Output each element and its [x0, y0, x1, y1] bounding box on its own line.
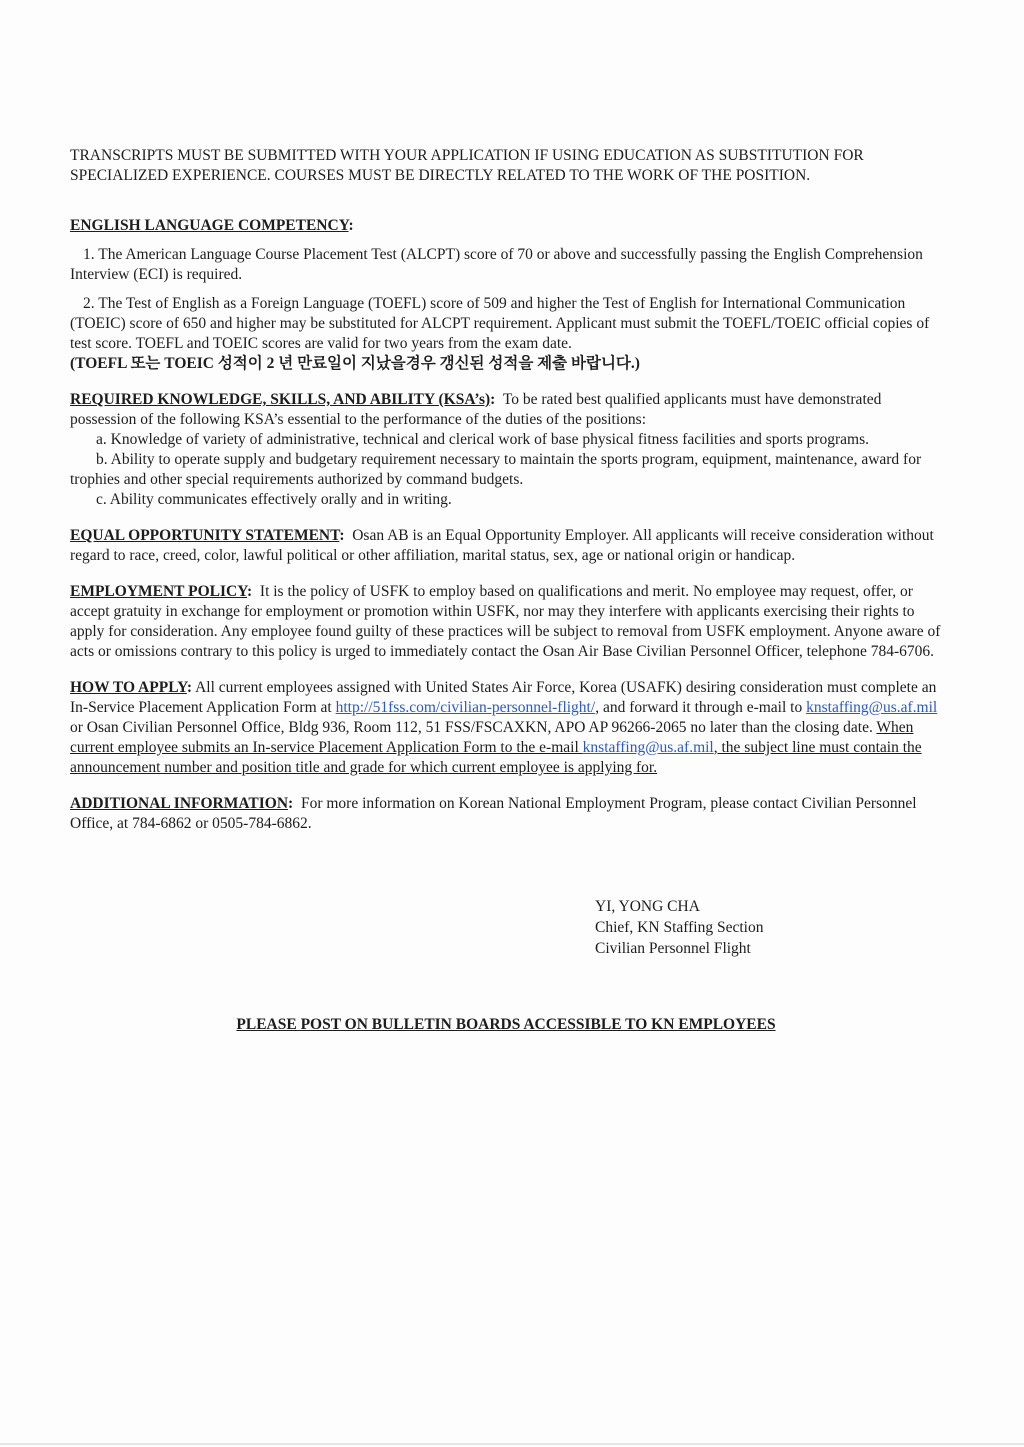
heading-colon: :: [288, 795, 294, 812]
section-heading-equal-opportunity: EQUAL OPPORTUNITY STATEMENT: [70, 527, 340, 544]
ksa-item-b: b. Ability to operate supply and budgetary requirement necessary to maintain the sports program, equipment, maintenance, award for trophies and other special requirements authorized by command budgets.: [70, 451, 922, 488]
section-heading-english-language: ENGLISH LANGUAGE COMPETENCY: [70, 217, 349, 234]
link-civilian-personnel-flight[interactable]: http://51fss.com/civilian-personnel-flight/: [335, 699, 596, 716]
section-equal-opportunity: [70, 526, 942, 566]
link-knstaffing-email[interactable]: knstaffing@us.af.mil: [806, 699, 938, 716]
heading-colon: :: [490, 391, 496, 408]
how-to-apply-paragraph: [70, 678, 942, 778]
signature-name: YI, YONG CHA: [595, 898, 700, 915]
scan-edge-artifact: [0, 1443, 1024, 1445]
section-heading-ksa: REQUIRED KNOWLEDGE, SKILLS, AND ABILITY (KSA’s): [70, 391, 491, 408]
signature-title: Chief, KN Staffing Section: [595, 919, 764, 936]
how-to-apply-text-3: or Osan Civilian Personnel Office, Bldg 936, Room 112, 51 FSS/FSCAXKN, APO AP 96266-2065 no later than the closing date.: [70, 719, 877, 736]
how-to-apply-text-1: All current employees assigned with United States Air Force, Korea (USAFK) desiring consideration must complete an In-Service Placement Application Form at: [70, 679, 937, 716]
section-how-to-apply: [70, 678, 942, 778]
intro-paragraph: TRANSCRIPTS MUST BE SUBMITTED WITH YOUR APPLICATION IF USING EDUCATION AS SUBSTITUTION FOR SPECIALIZED EXPERIENCE. COURSES MUST BE DIRECTLY RELATED TO THE WORK OF THE POSITION.: [70, 147, 864, 184]
heading-colon: :: [186, 679, 193, 696]
korean-note: (TOEFL 또는 TOEIC 성적이 2 년 만료일이 지났을경우 갱신된 성적을 제출 바랍니다.): [70, 355, 640, 372]
ksa-item-c: c. Ability communicates effectively orally and in writing.: [96, 491, 452, 508]
ksa-lead-paragraph: [70, 390, 942, 430]
additional-information-paragraph: [70, 794, 942, 834]
ksa-item-a: a. Knowledge of variety of administrative, technical and clerical work of base physical fitness facilities and sports programs.: [96, 431, 870, 448]
footer-notice-text: PLEASE POST ON BULLETIN BOARDS ACCESSIBLE TO KN EMPLOYEES: [236, 1016, 776, 1033]
section-heading-employment-policy: EMPLOYMENT POLICY: [70, 583, 247, 600]
ksa-lead-text: To be rated best qualified applicants must have demonstrated possession of the following KSA’s essential to the performance of the duties of the positions:: [70, 391, 882, 428]
section-english-language: [70, 216, 942, 374]
heading-colon: :: [348, 217, 354, 234]
employment-policy-text: It is the policy of USFK to employ based on qualifications and merit. No employee may request, offer, or accept gratuity in exchange for employment or promotion within USFK, nor may they interfere with applicants exercising their rights to apply for consideration. Any employee found guilty of these practices will be subject to removal from USFK employment. Anyone aware of acts or omissions contrary to this policy is urged to immediately contact the Osan Air Base Civilian Personnel Officer, telephone 784-6706.: [70, 583, 941, 660]
english-language-item-2: 2. The Test of English as a Foreign Language (TOEFL) score of 509 and higher the Test of English for International Communication (TOEIC) score of 650 and higher may be substituted for ALCPT requirement. Applicant must submit the TOEFL/TOEIC official copies of test score. TOEFL and TOEIC scores are valid for two years from the exam date.: [70, 295, 930, 352]
english-language-heading-line: [70, 216, 942, 236]
heading-colon: :: [246, 583, 253, 600]
english-language-item-1: 1. The American Language Course Placement Test (ALCPT) score of 70 or above and successfully passing the English Comprehension Interview (ECI) is required.: [70, 246, 923, 283]
how-to-apply-underlined-text: When current employee submits an In-service Placement Application Form to the e-mail: [70, 719, 914, 756]
section-ksa: [70, 390, 942, 510]
section-additional-information: [70, 794, 942, 834]
footer-notice: [70, 1015, 942, 1035]
signature-org: Civilian Personnel Flight: [595, 940, 751, 957]
link-knstaffing-email-2[interactable]: knstaffing@us.af.mil: [582, 739, 714, 756]
heading-colon: :: [339, 527, 345, 544]
section-employment-policy: [70, 582, 942, 662]
equal-opportunity-paragraph: [70, 526, 942, 566]
additional-information-text: For more information on Korean National Employment Program, please contact Civilian Personnel Office, at 784-6862 or 0505-784-6862.: [70, 795, 917, 832]
employment-policy-paragraph: [70, 582, 942, 662]
section-heading-additional-information: ADDITIONAL INFORMATION: [70, 795, 289, 812]
equal-opportunity-text: Osan AB is an Equal Opportunity Employer. All applicants will receive consideration without regard to race, creed, color, lawful political or other affiliation, marital status, sex, age or national origin or handicap.: [70, 527, 934, 564]
how-to-apply-text-2: , and forward it through e-mail to: [595, 699, 807, 716]
section-heading-how-to-apply: HOW TO APPLY: [70, 679, 187, 696]
signature-block: [595, 896, 942, 959]
how-to-apply-underlined-text-cont: , the subject line must contain the announcement number and position title and grade for which current employee is applying for.: [70, 739, 922, 776]
